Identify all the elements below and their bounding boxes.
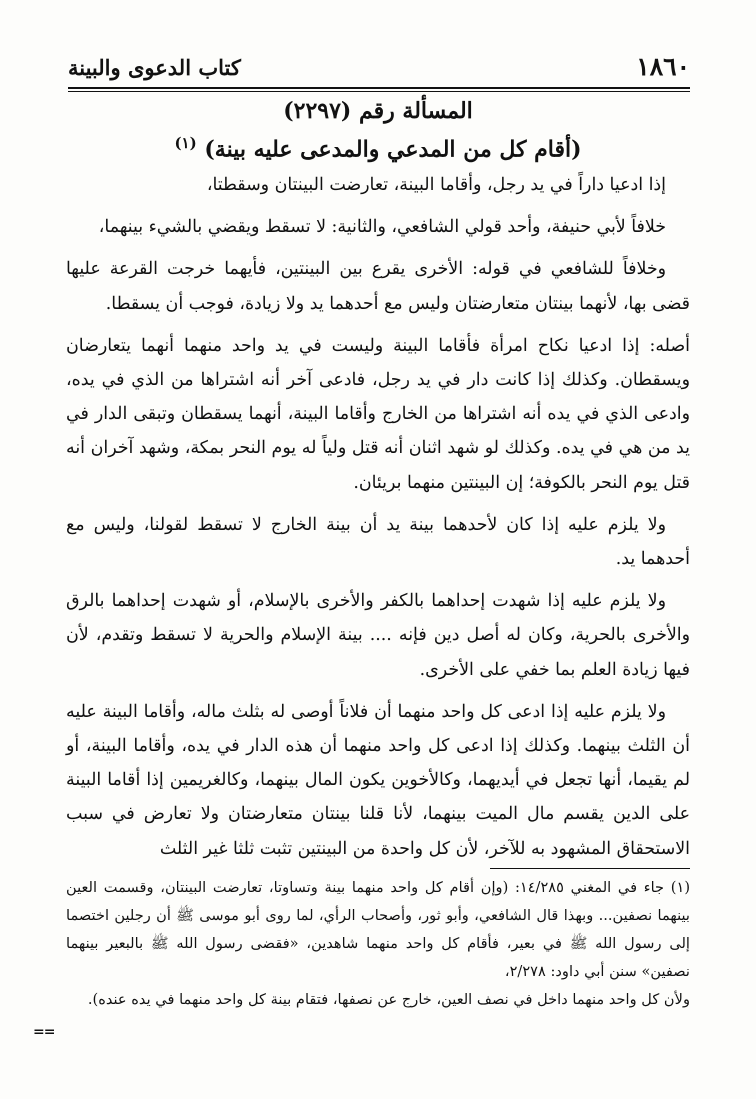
paragraph: وخلافاً للشافعي في قوله: الأخرى يقرع بين البينتين، فأيهما خرجت القرعة عليها قضى بها، لأنهما بينتان متعارضتان وليس مع أحدهما يد ولا زيادة، فوجب أن يسقطا. (66, 259, 690, 314)
body-text (66, 168, 690, 874)
header-rule-thin (68, 91, 690, 92)
paragraph: ولا يلزم عليه إذا كان لأحدهما بينة يد أن بينة الخارج لا تسقط لقولنا، وليس مع أحدهما يد. (66, 514, 690, 570)
running-title: كتاب الدعوى والبينة (68, 55, 241, 80)
issue-subtitle-line (66, 134, 690, 162)
paragraph: ولا يلزم عليه إذا ادعى كل واحد منهما أن فلاناً أوصى له بثلث ماله، وأقاما البينة عليه أن الثلث بينهما. وكذلك إذا ادعى كل واحد منهما أن هذه الدار في يده، وأقاما البينة، أو لم يقيما، أنها تجعل في أيديهما، وكالأخوين يكون المال بينهما، وكالغريمين إذا أقاما البينة على الدين يقسم مال الميت بينهما، لأنا قلنا بينتان متعارضتان ولا تعارض في سبب الاستحقاق المشهود به للآخر، لأن كل واحدة من البينتين تثبت ثلثا غير الثلث (66, 701, 690, 859)
paragraph: أصله: إذا ادعيا نكاح امرأة فأقاما البينة وليست في يد واحد منهما أنهما يتعارضان ويسقطان. وكذلك إذا كانت دار في يد رجل، فادعى آخر أنه اشتراها من الذي في يده، وادعى الذي في يده أنه اشتراها من الخارج وأقاما البينة، أنهما يسقطان وتبقى الدار في يد من هي في يده. وكذلك لو شهد اثنان أنه قتل ولياً له يوم النحر بمكة، وشهد آخران أنه قتل يوم النحر بالكوفة؛ إن البينتين منهما بريئان. (66, 335, 690, 493)
footnote-divider (490, 868, 690, 869)
footnote-reference: (١) (174, 134, 197, 152)
paragraph: ولا يلزم عليه إذا شهدت إحداهما بالكفر والأخرى بالإسلام، أو شهدت إحداهما بالرق والأخرى بالحرية، وكان له أصل دين فإنه .... بينة الإسلام والحرية لا تسقط وتقدم، لأن فيها زيادة العلم بما خفي على الأخرى. (66, 591, 690, 680)
footnote: ولأن كل واحد منهما داخل في نصف العين، خارج عن نصفها، فتقام بينة كل واحد منهما في يده عنده). (87, 991, 690, 1008)
issue-title: المسألة رقم (٢٢٩٧) (283, 98, 473, 124)
margin-mark: == (33, 1024, 55, 1040)
page-header (68, 52, 690, 88)
footnote: (١) جاء في المغني ١٤/٢٨٥: (وإن أقام كل واحد منهما بينة وتساوتا، تعارضت البينتان، وقسمت العين بينهما نصفين... وبهذا قال الشافعي، وأبو ثور، وأصحاب الرأي، لما روى أبو موسى ﷺ أن رجلين اختصما إلى رسول الله ﷺ في بعير، فأقام كل واحد منهما شاهدين، «فقضى رسول الله ﷺ بالبعير بينهما نصفين» سنن أبي داود: ٢/٢٧٨، (66, 879, 691, 980)
header-rule (68, 87, 690, 89)
paragraph: خلافاً لأبي حنيفة، وأحد قولي الشافعي، والثانية: لا تسقط ويقضي بالشيء بينهما، (98, 217, 666, 238)
paragraph: إذا ادعيا داراً في يد رجل، وأقاما البينة، تعارضت البينتان وسقطتا، (206, 175, 666, 195)
footnotes (66, 874, 690, 1014)
issue-subtitle: (أقام كل من المدعي والمدعى عليه بينة) (204, 136, 582, 163)
page-number: ١٨٦٠ (636, 52, 690, 81)
